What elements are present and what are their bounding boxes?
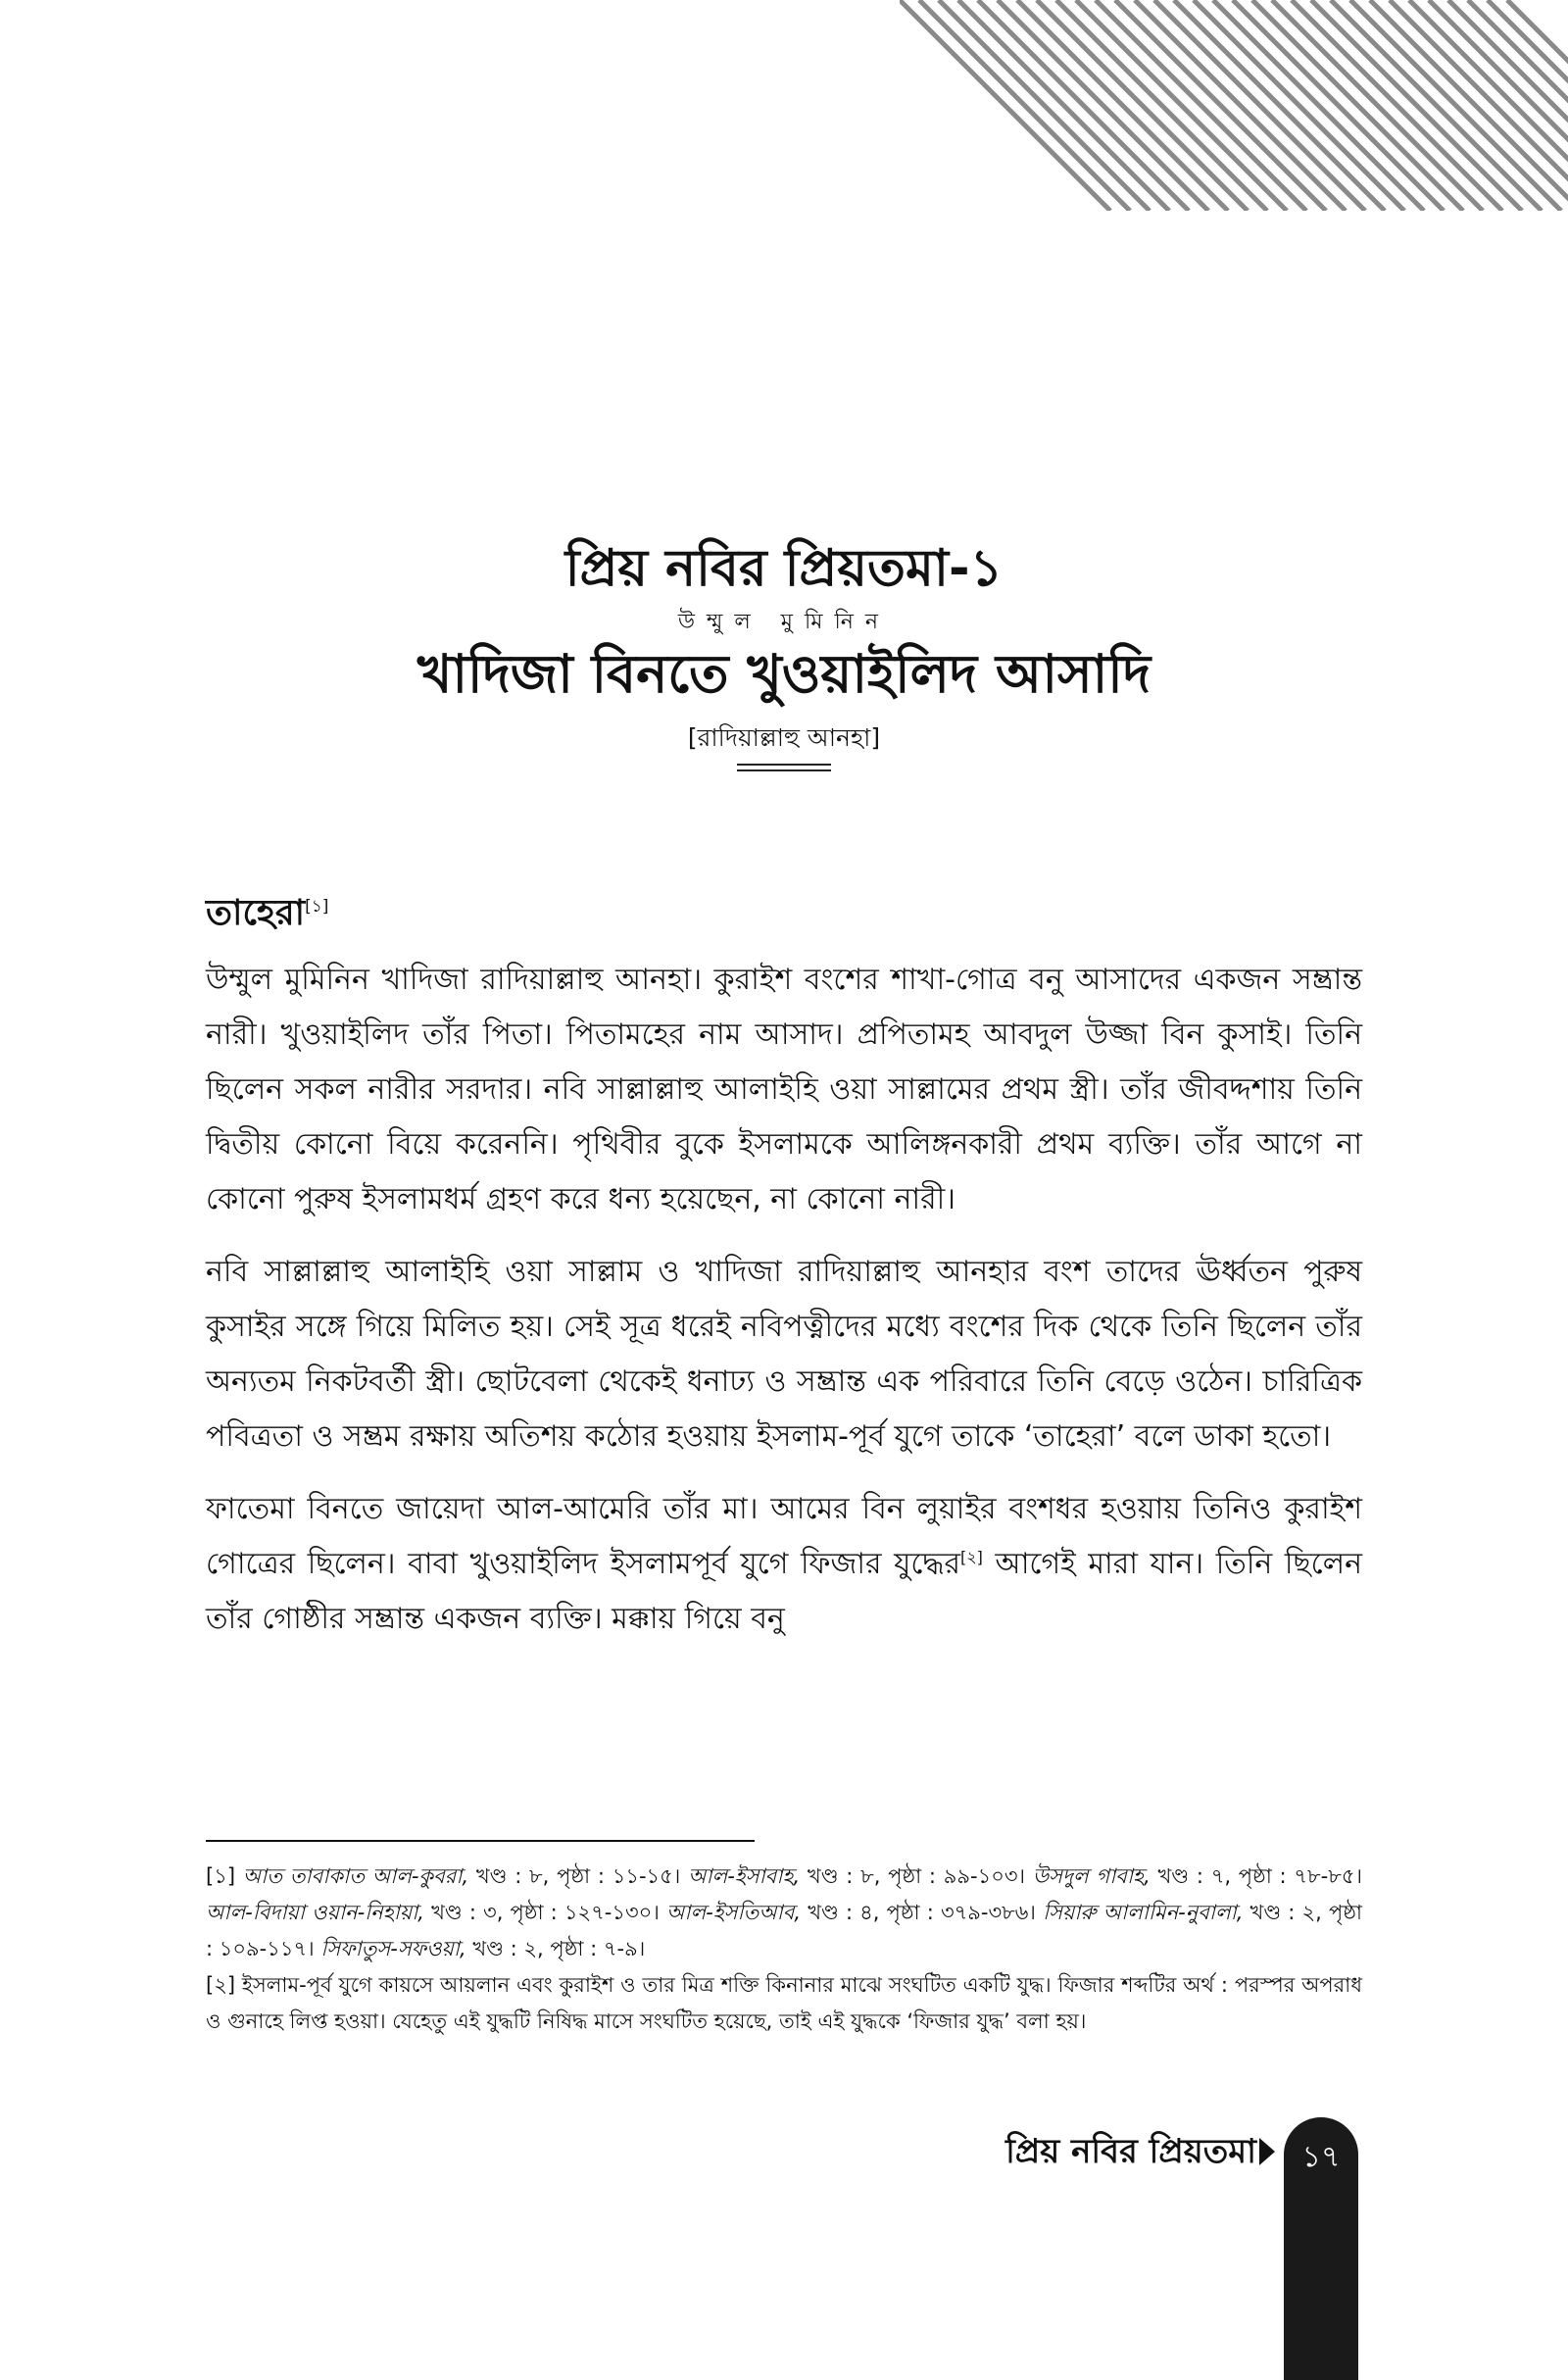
source-title: আল-বিদায়া ওয়ান-নিহায়া, <box>206 1901 424 1924</box>
footnote-label: [১] <box>206 1864 236 1888</box>
diagonal-stripes-decoration <box>900 0 1568 211</box>
series-title: প্রিয় নবির প্রিয়তমা-১ <box>564 539 1004 598</box>
hatch-stripe <box>1154 0 1365 211</box>
source-title: উসদুল গাবাহ, <box>1032 1864 1151 1888</box>
hatch-stripe <box>978 0 1189 211</box>
footnote-ref-1: [১] <box>305 897 329 917</box>
hatch-stripe <box>1115 0 1326 211</box>
paragraph <box>206 1482 1362 1647</box>
hatch-stripe <box>1056 0 1267 211</box>
footnote-ref-2: [২] <box>959 1548 983 1566</box>
hatch-stripe <box>900 0 1110 211</box>
hatch-stripe <box>1311 0 1522 211</box>
source-title: সিফাতুস-সফওয়া, <box>320 1937 466 1960</box>
source-title: আল-ইসতিআব, <box>665 1901 802 1924</box>
source-detail: খণ্ড : ৮, পৃষ্ঠা : ৯৯-১০৩। <box>800 1864 1033 1888</box>
source-detail: খণ্ড : ২, পৃষ্ঠা : ১০৯-১১৭। <box>206 1901 1362 1960</box>
section-heading-text: তাহেরা <box>206 893 306 933</box>
footnote-text: ইসলাম-পূর্ব যুগে কায়সে আয়লান এবং কুরাইশ ও তার মিত্র শক্তি কিনানার মাঝে সংঘটিত একটি যুদ্ধ। ফিজার শব্দটির অর্থ : পরস্পর অপরাধ ও গুনাহে লিপ্ত হওয়া। যেহেতু এই যুদ্ধটি নিষিদ্ধ মাসে সংঘটিত হয়েছে, তাই এই যুদ্ধকে ‘ফিজার যুদ্ধ’ বলা হয়। <box>206 1973 1362 2033</box>
hatch-stripe <box>919 0 1130 211</box>
footnote-2 <box>206 1967 1362 2040</box>
hatch-stripe <box>998 0 1208 211</box>
hatch-stripe <box>1350 0 1561 211</box>
hatch-stripe <box>1233 0 1444 211</box>
hatch-stripe <box>1096 0 1306 211</box>
hatch-stripe <box>1194 0 1404 211</box>
section-heading <box>206 882 328 938</box>
honorific: [রাদিয়াল্লাহু আনহা] <box>687 723 881 752</box>
source-detail: খণ্ড : ৩, পৃষ্ঠা : ১২৭-১৩০। <box>423 1901 666 1924</box>
footnotes <box>206 1859 1362 2040</box>
footnote-1 <box>206 1859 1362 1967</box>
source-detail: খণ্ড : ৪, পৃষ্ঠা : ৩৭৯-৩৮৬। <box>801 1901 1044 1924</box>
hatch-stripe <box>1331 0 1542 211</box>
source-detail: খণ্ড : ২, পৃষ্ঠা : ৭-৯। <box>466 1937 646 1960</box>
hatch-stripe <box>939 0 1150 211</box>
chapter-title-block <box>0 534 1568 775</box>
source-detail: খণ্ড : ৭, পৃষ্ঠা : ৭৮-৮৫। <box>1150 1864 1362 1888</box>
source-detail: খণ্ড : ৮, পৃষ্ঠা : ১১-১৫। <box>468 1864 689 1888</box>
page-number-tab <box>1284 2117 1358 2380</box>
title-ornament <box>737 764 831 771</box>
chapter-title: খাদিজা বিনতে খুওয়াইলিদ আসাদি <box>416 643 1152 705</box>
body-text <box>206 953 1362 1664</box>
footnote-divider <box>206 1840 755 1842</box>
hatch-stripe <box>1135 0 1346 211</box>
hatch-stripe <box>1292 0 1502 211</box>
chapter-pretitle: উম্মুল মুমিনিন <box>677 610 891 634</box>
hatch-stripe <box>1174 0 1385 211</box>
hatch-stripe <box>958 0 1169 211</box>
hatch-stripe <box>1037 0 1248 211</box>
paragraph-text: আগেই মারা যান। তিনি ছিলেন তাঁর গোষ্ঠীর সম্ভ্রান্ত একজন ব্যক্তি। মক্কায় গিয়ে বনু <box>206 1547 1362 1636</box>
hatch-stripe <box>1017 0 1228 211</box>
footer-arrow-icon <box>1259 2138 1275 2165</box>
source-title: সিয়ারু আলামিন-নুবালা, <box>1043 1901 1244 1924</box>
source-title: আত তাবাকাত আল-কুবরা, <box>242 1864 469 1888</box>
page-number: ১৭ <box>1301 2140 1341 2174</box>
hatch-stripe <box>1076 0 1287 211</box>
paragraph-text: ফাতেমা বিনতে জায়েদা আল-আমেরি তাঁর মা। আমের বিন লুয়াইর বংশধর হওয়ায় তিনিও কুরাইশ গোত্রের ছিলেন। বাবা খুওয়াইলিদ ইসলামপূর্ব যুগে ফিজার যুদ্ধের <box>206 1492 1362 1581</box>
paragraph: নবি সাল্লাল্লাহু আলাইহি ওয়া সাল্লাম ও খাদিজা রাদিয়াল্লাহু আনহার বংশ তাদের ঊর্ধ্বতন পুরুষ কুসাইর সঙ্গে গিয়ে মিলিত হয়। সেই সূত্র ধরেই নবিপত্নীদের মধ্যে বংশের দিক থেকে তিনি ছিলেন তাঁর অন্যতম নিকটবর্তী স্ত্রী। ছোটবেলা থেকেই ধনাঢ্য ও সম্ভ্রান্ত এক পরিবারে তিনি বেড়ে ওঠেন। চারিত্রিক পবিত্রতা ও সম্ভ্রম রক্ষায় অতিশয় কঠোর হওয়ায় ইসলাম-পূর্ব যুগে তাকে ‘তাহেরা’ বলে ডাকা হতো। <box>206 1255 1362 1454</box>
hatch-stripe <box>1213 0 1424 211</box>
footnote-label: [২] <box>206 1973 236 1997</box>
hatch-stripe <box>1252 0 1463 211</box>
running-footer-title: প্রিয় নবির প্রিয়তমা <box>1005 2132 1256 2171</box>
hatch-stripe <box>1272 0 1483 211</box>
paragraph: উম্মুল মুমিনিন খাদিজা রাদিয়াল্লাহু আনহা। কুরাইশ বংশের শাখা-গোত্র বনু আসাদের একজন সম্ভ্রান্ত নারী। খুওয়াইলিদ তাঁর পিতা। পিতামহের নাম আসাদ। প্রপিতামহ আবদুল উজ্জা বিন কুসাই। তিনি ছিলেন সকল নারীর সরদার। নবি সাল্লাল্লাহু আলাইহি ওয়া সাল্লামের প্রথম স্ত্রী। তাঁর জীবদ্দশায় তিনি দ্বিতীয় কোনো বিয়ে করেননি। পৃথিবীর বুকে ইসলামকে আলিঙ্গনকারী প্রথম ব্যক্তি। তাঁর আগে না কোনো পুরুষ ইসলামধর্ম গ্রহণ করে ধন্য হয়েছেন, না কোনো নারী। <box>206 963 1362 1216</box>
source-title: আল-ইসাবাহ, <box>688 1864 801 1888</box>
